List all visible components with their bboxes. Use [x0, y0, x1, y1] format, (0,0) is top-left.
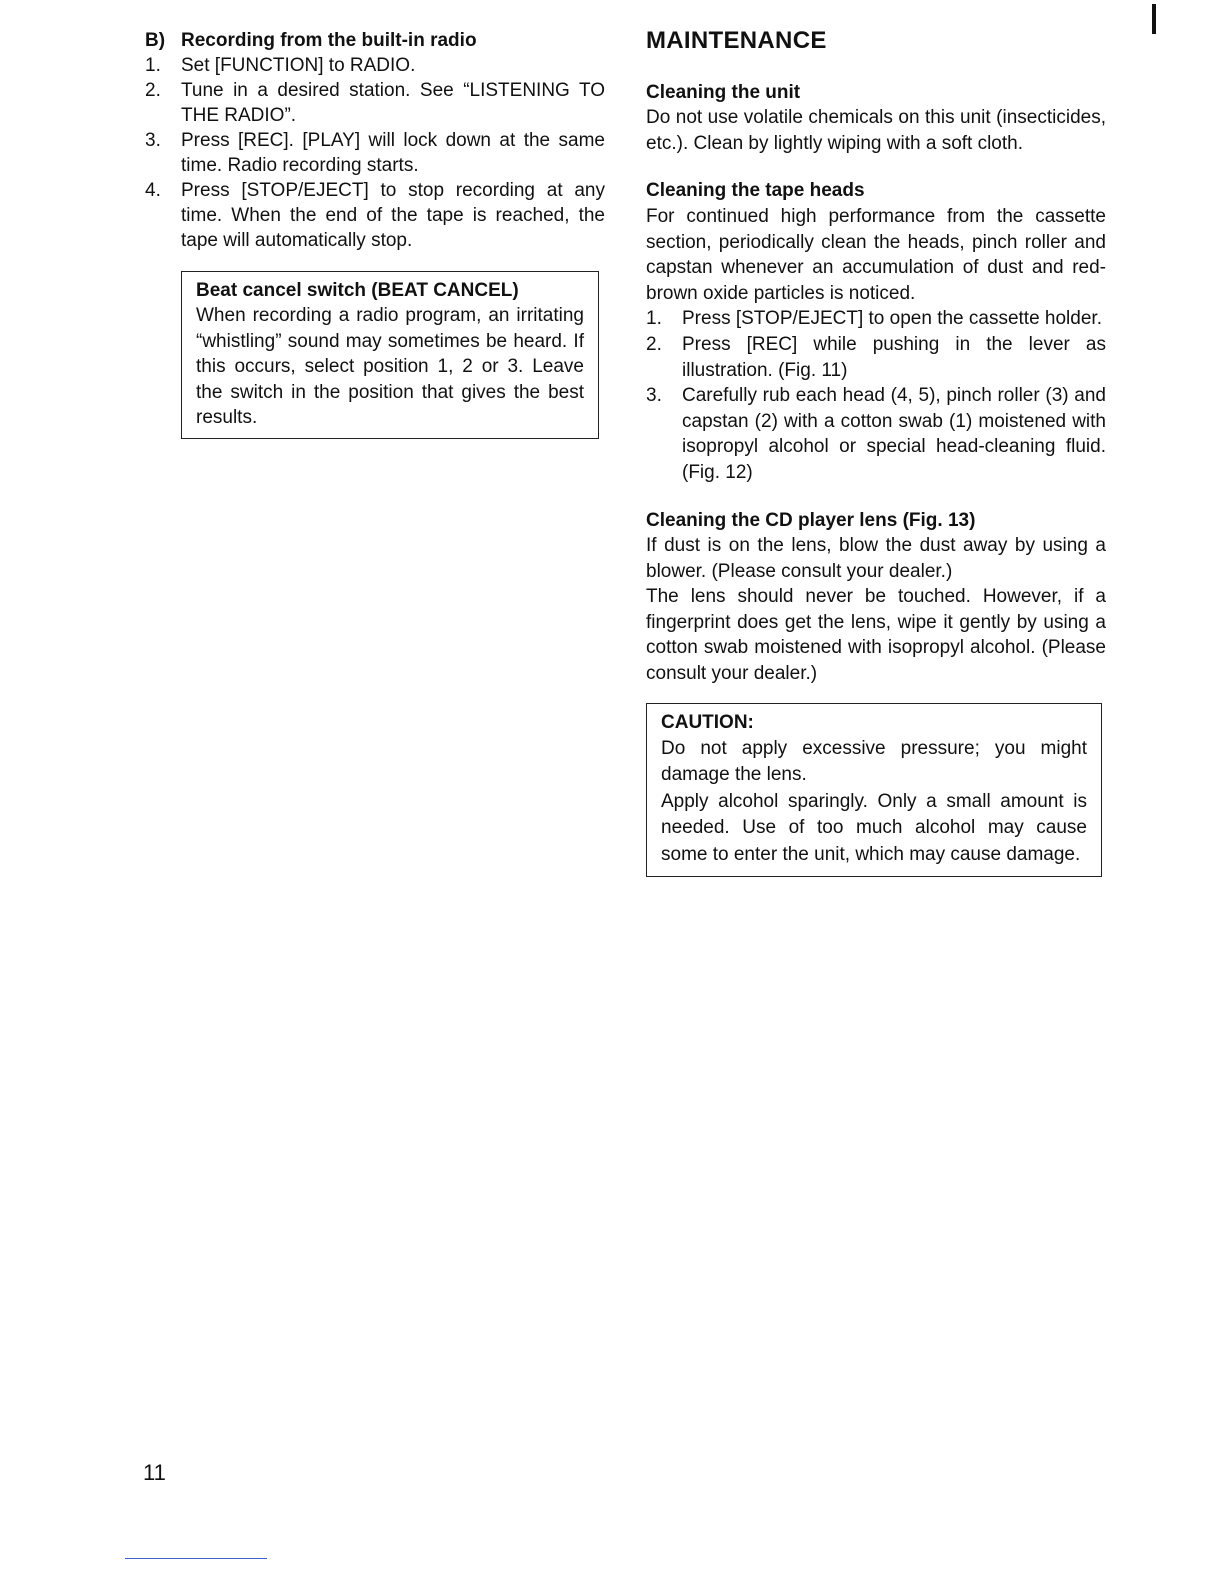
cleaning-lens-heading: Cleaning the CD player lens (Fig. 13): [646, 509, 976, 531]
beat-cancel-box: [181, 271, 599, 439]
step-text: Set [FUNCTION] to RADIO.: [181, 55, 416, 76]
radio-recording-steps: [145, 53, 605, 253]
step-text: Press [STOP/EJECT] to stop recording at any time. When the end of the tape is reached, the tape will automatically stop.: [181, 180, 605, 251]
heading-text: Recording from the built-in radio: [181, 30, 477, 51]
step-text: Tune in a desired station. See “LISTENING TO THE RADIO”.: [181, 80, 605, 126]
cleaning-heads-steps: [646, 306, 1106, 485]
caution-title: CAUTION:: [661, 711, 754, 733]
cleaning-heads-intro: For continued high performance from the cassette section, periodically clean the heads, pinch roller and capstan whenever an accumulation of dust and red-brown oxide particles is noticed.: [646, 205, 1106, 304]
cleaning-lens-text-2: The lens should never be touched. However, if a fingerprint does get the lens, wipe it gently by using a cotton swab moistened with isopropyl alcohol. (Please consult your dealer.): [646, 586, 1106, 685]
heading-prefix: B): [145, 30, 166, 51]
caution-text-1: Do not apply excessive pressure; you might damage the lens.: [661, 738, 1087, 786]
step-number: 2.: [646, 333, 662, 355]
radio-recording-heading: [145, 28, 605, 53]
beat-cancel-text: When recording a radio program, an irritating “whistling” sound may sometimes be heard. If this occurs, select position 1, 2 or 3. Leave the switch in the position that gives the best results.: [196, 305, 584, 429]
spacer: [646, 486, 1106, 508]
step-number: 1.: [646, 308, 662, 330]
caution-box: [646, 703, 1102, 877]
right-column: [646, 28, 1106, 877]
step-number: 3.: [646, 385, 662, 407]
cleaning-lens-text-1: If dust is on the lens, blow the dust away by using a blower. (Please consult your dealer.): [646, 535, 1106, 582]
maintenance-title: MAINTENANCE: [646, 27, 827, 54]
step-number: 3.: [145, 130, 161, 151]
cleaning-unit-heading: Cleaning the unit: [646, 81, 801, 103]
step-item: [145, 178, 605, 253]
step-item: [145, 128, 605, 178]
page-edge-mark: [1152, 4, 1156, 34]
step-number: 2.: [145, 80, 161, 101]
page-number: 11: [143, 1460, 166, 1485]
step-item: [646, 306, 1106, 332]
step-item: [646, 383, 1106, 485]
step-text: Press [REC]. [PLAY] will lock down at the same time. Radio recording starts.: [181, 130, 605, 176]
left-column: [145, 28, 605, 439]
step-item: [145, 53, 605, 78]
step-text: Press [REC] while pushing in the lever as illustration. (Fig. 11): [682, 333, 1106, 381]
step-item: [646, 332, 1106, 383]
step-text: Press [STOP/EJECT] to open the cassette holder.: [682, 308, 1102, 330]
bottom-rule: [125, 1558, 267, 1559]
step-number: 1.: [145, 55, 161, 76]
cleaning-unit-text: Do not use volatile chemicals on this unit (insecticides, etc.). Clean by lightly wiping with a soft cloth.: [646, 107, 1106, 154]
step-item: [145, 78, 605, 128]
beat-cancel-title: Beat cancel switch (BEAT CANCEL): [196, 280, 519, 301]
cleaning-heads-heading: Cleaning the tape heads: [646, 180, 865, 202]
spacer: [646, 156, 1106, 178]
caution-text-2: Apply alcohol sparingly. Only a small amount is needed. Use of too much alcohol may cause some to enter the unit, which may cause damage.: [661, 790, 1087, 865]
step-number: 4.: [145, 180, 161, 201]
step-text: Carefully rub each head (4, 5), pinch roller (3) and capstan (2) with a cotton swab (1) moistened with isopropyl alcohol or special head-cleaning fluid. (Fig. 12): [682, 385, 1106, 483]
